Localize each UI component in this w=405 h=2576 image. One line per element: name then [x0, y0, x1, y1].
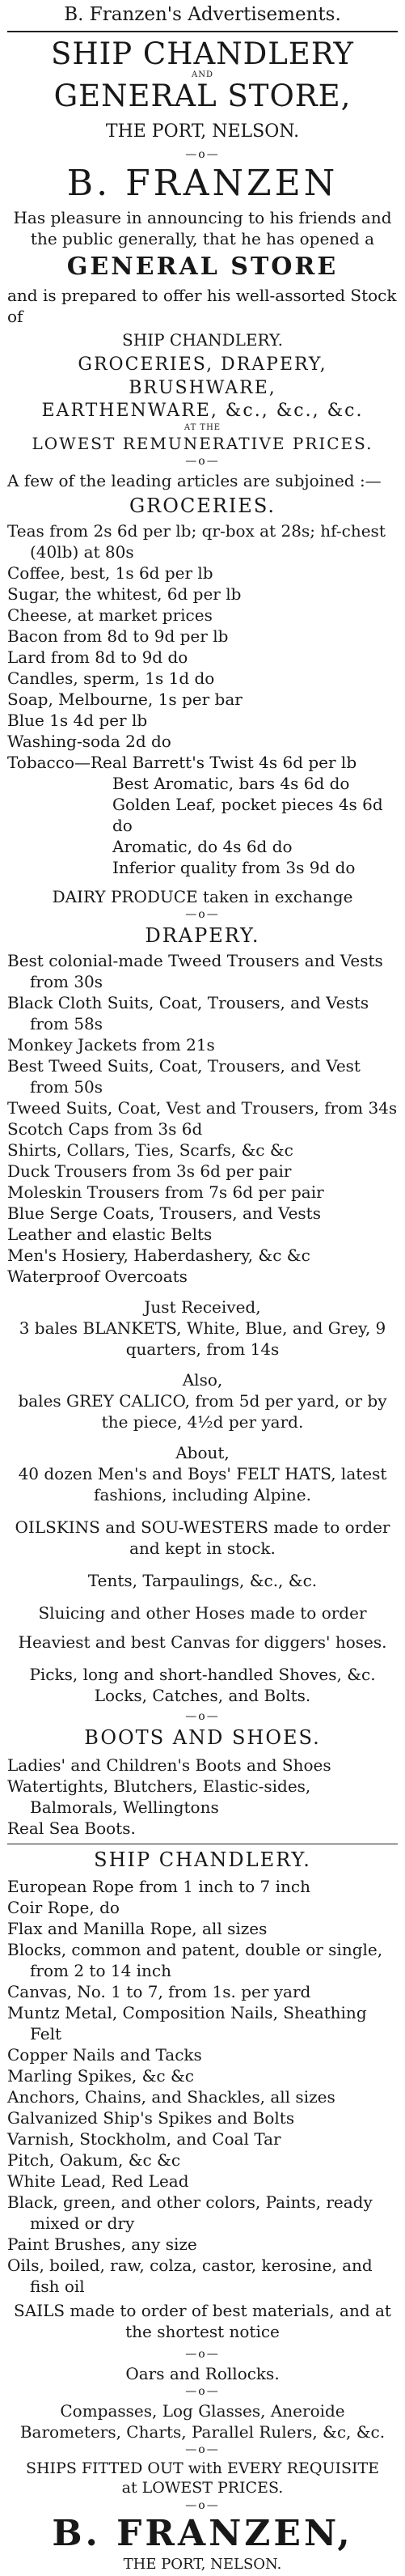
sluicing-text: Sluicing and other Hoses made to order	[38, 1603, 367, 1623]
list-item: Cheese, at market prices	[7, 605, 213, 626]
masthead-line1: SHIP CHANDLERY	[51, 36, 354, 71]
oilskins-text: OILSKINS and SOU-WESTERS made to order and kept in stock.	[15, 1517, 390, 1559]
list-item: Flax and Manilla Rope, all sizes	[7, 1918, 268, 1938]
list-item: Black, green, and other colors, Paints, ready mixed or dry	[7, 2192, 373, 2233]
intro-text: Has pleasure in announcing to his friends and the public generally, that he has opened a	[13, 208, 392, 249]
list-item: Blue Serge Coats, Trousers, and Vests	[7, 1203, 321, 1224]
tobacco-item: Best Aromatic, bars 4s 6d do	[112, 774, 350, 794]
chandlery-list	[7, 1876, 398, 2297]
list-item: Moleskin Trousers from 7s 6d per pair	[7, 1182, 324, 1203]
list-item: Best colonial-made Tweed Trousers and Vests from 30s	[7, 951, 383, 992]
dairy-produce: DAIRY PRODUCE taken in exchange	[52, 887, 353, 907]
received-text: 3 bales BLANKETS, White, Blue, and Grey, 9 quarters, from 14s	[19, 1318, 386, 1360]
received-title: Just Received,	[144, 1297, 261, 1318]
list-item: Anchors, Chains, and Shackles, all sizes	[7, 2086, 335, 2107]
lowest-prices: LOWEST REMUNERATIVE PRICES.	[32, 433, 373, 453]
masthead	[7, 37, 398, 204]
sails-text: SAILS made to order of best materials, and at the shortest notice	[14, 2300, 391, 2341]
list-item: Duck Trousers from 3s 6d per pair	[7, 1161, 292, 1182]
ornament: —o—	[185, 2384, 220, 2398]
oars-text: Oars and Rollocks.	[125, 2363, 280, 2383]
ships-fitted-line1: SHIPS FITTED OUT with EVERY REQUISITE	[25, 2459, 380, 2477]
list-item: Washing-soda 2d do	[7, 732, 171, 752]
list-item: European Rope from 1 inch to 7 inch	[7, 1876, 310, 1896]
ornament: —o—	[185, 2347, 220, 2361]
tents-text: Tents, Tarpaulings, &c., &c.	[87, 1571, 318, 1591]
lead-text: A few of the leading articles are subjoined :—	[7, 470, 382, 490]
categories-line3: EARTHENWARE, &c., &c., &c.	[41, 401, 364, 422]
masthead-line2: GENERAL STORE,	[53, 79, 352, 114]
list-item: Soap, Melbourne, 1s per bar	[7, 690, 243, 710]
groceries-list	[7, 520, 398, 773]
at-the: AT THE	[184, 422, 221, 432]
list-item: Teas from 2s 6d per lb; qr-box at 28s; hf-chest (40lb) at 80s	[7, 521, 386, 562]
intro-stock: and is prepared to offer his well-assorted Stock of	[7, 286, 397, 327]
masthead-and: AND	[192, 70, 213, 80]
tobacco-item: Aromatic, do 4s 6d do	[112, 837, 293, 857]
store-heading: GENERAL STORE	[66, 253, 339, 282]
list-item: Scotch Caps from 3s 6d	[7, 1119, 203, 1139]
drapery-heading: DRAPERY.	[145, 924, 260, 948]
list-item: Galvanized Ship's Spikes and Bolts	[7, 2107, 295, 2128]
list-item: Canvas, No. 1 to 7, from 1s. per yard	[7, 1981, 311, 2001]
list-item: Muntz Metal, Composition Nails, Sheathing Felt	[7, 2002, 367, 2043]
list-item: Tweed Suits, Coat, Vest and Trousers, from 34s	[7, 1098, 398, 1118]
divider	[7, 31, 398, 32]
list-item: Coir Rope, do	[7, 1897, 120, 1917]
page-header: B. Franzen's Advertisements.	[64, 4, 341, 25]
groceries-heading: GROCERIES.	[129, 494, 276, 517]
also-text: bales GREY CALICO, from 5d per yard, or by the piece, 4½d per yard.	[18, 1391, 387, 1432]
masthead-name: B. FRANZEN	[66, 162, 339, 204]
tobacco-item: Golden Leaf, pocket pieces 4s 6d do	[112, 795, 383, 836]
ornament: —o—	[185, 908, 220, 922]
list-item: Leather and elastic Belts	[7, 1224, 213, 1245]
list-item: Blocks, common and patent, double or single, from 2 to 14 inch	[7, 1939, 383, 1980]
list-item: Sugar, the whitest, 6d per lb	[7, 584, 242, 605]
boots-heading: BOOTS AND SHOES.	[84, 1726, 321, 1750]
ships-fitted-line2: at LOWEST PRICES.	[121, 2479, 284, 2497]
list-item: Monkey Jackets from 21s	[7, 1035, 215, 1055]
list-item: Waterproof Overcoats	[7, 1267, 188, 1287]
list-item: Best Tweed Suits, Coat, Trousers, and Vest from 50s	[7, 1056, 361, 1097]
footer-location: THE PORT, NELSON.	[123, 2556, 282, 2574]
list-item: Watertights, Blutchers, Elastic-sides, Balmorals, Wellingtons	[7, 1776, 311, 1817]
ornament: —o—	[185, 2442, 220, 2456]
list-item: Shirts, Collars, Ties, Scarfs, &c &c	[7, 1140, 293, 1161]
about-title: About,	[175, 1443, 230, 1463]
list-item: Paint Brushes, any size	[7, 2234, 197, 2254]
ornament: —o—	[185, 1710, 220, 1724]
categories-line1: GROCERIES, DRAPERY,	[78, 354, 327, 376]
tobacco-list	[7, 773, 398, 878]
list-item: White Lead, Red Lead	[7, 2171, 189, 2191]
ornament: —o—	[185, 454, 220, 468]
chandlery-heading: SHIP CHANDLERY.	[94, 1848, 311, 1871]
categories-line2: BRUSHWARE,	[129, 377, 276, 398]
masthead-location: THE PORT, NELSON.	[105, 121, 300, 142]
compasses-text: Compasses, Log Glasses, Aneroide Barometers, Charts, Parallel Rulers, &c, &c.	[19, 2400, 386, 2442]
footer-name: B. FRANZEN,	[52, 2513, 353, 2555]
list-item: Real Sea Boots.	[7, 1818, 136, 1838]
ornament: —o—	[185, 2499, 220, 2513]
tobacco-item: Inferior quality from 3s 9d do	[112, 858, 356, 878]
list-item: Varnish, Stockholm, and Coal Tar	[7, 2128, 281, 2149]
list-item: Oils, boiled, raw, colza, castor, kerosine, and fish oil	[7, 2255, 373, 2296]
canvas-text: Heaviest and best Canvas for diggers' hoses.	[18, 1632, 387, 1653]
list-item: Pitch, Oakum, &c &c	[7, 2149, 181, 2170]
intro-chandlery: SHIP CHANDLERY.	[122, 330, 283, 350]
list-item: Candles, sperm, 1s 1d do	[7, 668, 215, 689]
also-title: Also,	[182, 1370, 223, 1390]
list-item: Ladies' and Children's Boots and Shoes	[7, 1755, 331, 1775]
list-item: Copper Nails and Tacks	[7, 2044, 202, 2065]
boots-list	[7, 1755, 398, 1839]
list-item: Marling Spikes, &c &c	[7, 2065, 194, 2086]
picks-text: Picks, long and short-handled Shoves, &c. Locks, Catches, and Bolts.	[29, 1665, 376, 1706]
list-item: Coffee, best, 1s 6d per lb	[7, 563, 213, 584]
list-item: Black Cloth Suits, Coat, Trousers, and Vests from 58s	[7, 993, 369, 1034]
list-item: Lard from 8d to 9d do	[7, 647, 188, 668]
drapery-list	[7, 950, 398, 1287]
list-item: Bacon from 8d to 9d per lb	[7, 626, 229, 647]
list-item: Men's Hosiery, Haberdashery, &c &c	[7, 1246, 310, 1266]
list-item: Tobacco—Real Barrett's Twist 4s 6d per lb	[7, 753, 357, 773]
ornament: —o—	[185, 147, 220, 161]
list-item: Blue 1s 4d per lb	[7, 711, 148, 731]
about-text: 40 dozen Men's and Boys' FELT HATS, latest fashions, including Alpine.	[18, 1464, 387, 1505]
